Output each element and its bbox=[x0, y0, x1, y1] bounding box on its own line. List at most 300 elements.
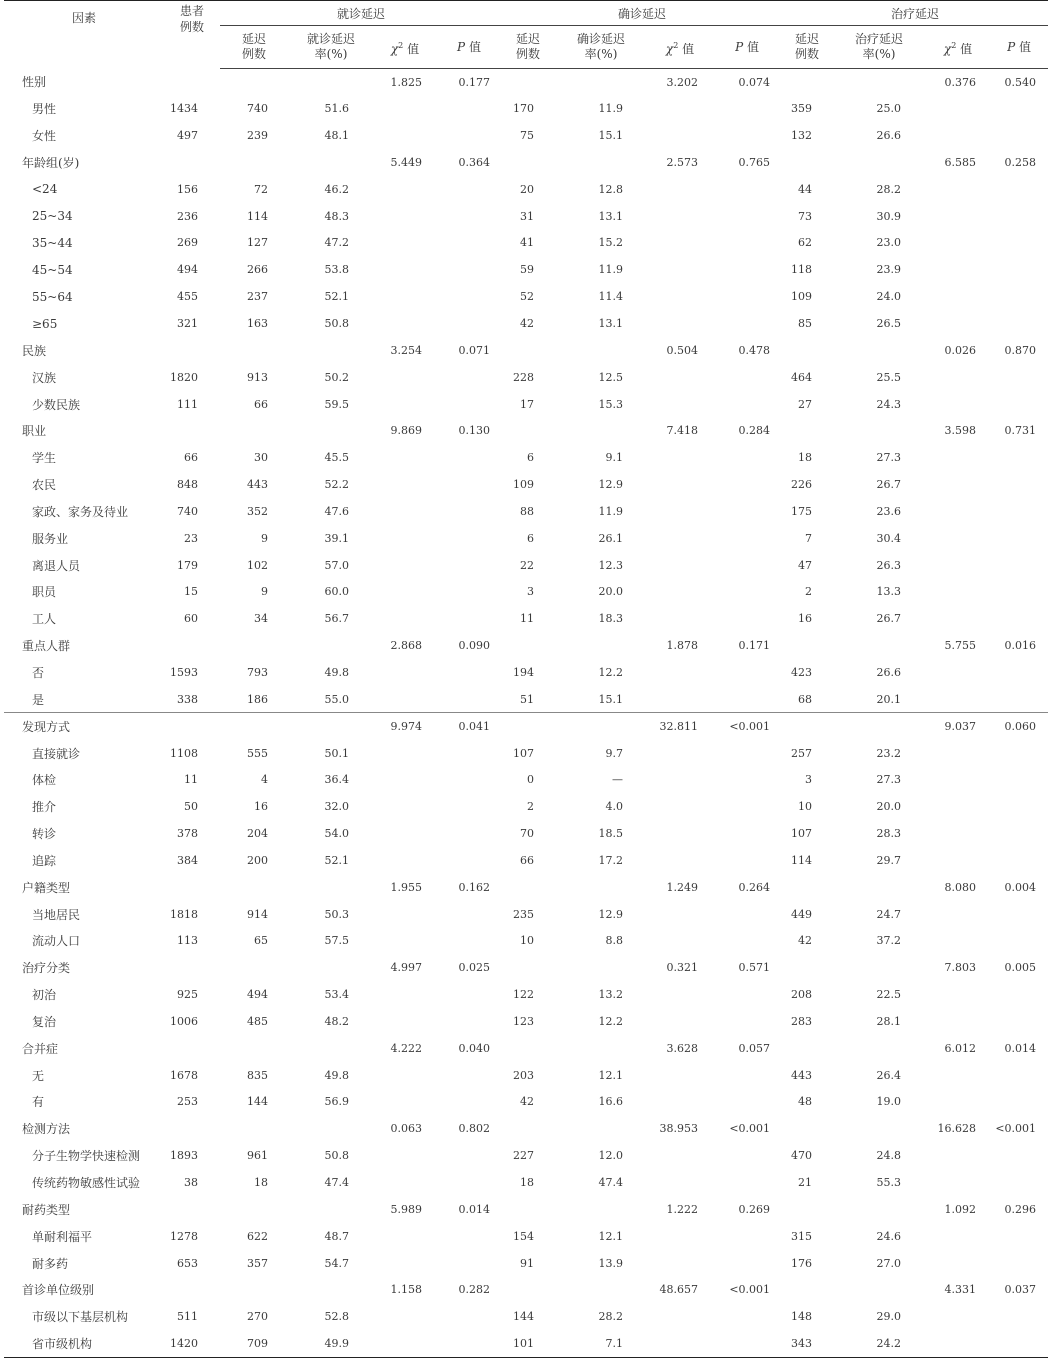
cell-t-p bbox=[990, 1062, 1048, 1089]
cell-v-p: 0.040 bbox=[458, 1041, 491, 1055]
cell-t-p bbox=[990, 283, 1048, 310]
cell-d-n bbox=[502, 954, 554, 981]
cell-n: 653 bbox=[177, 1256, 198, 1270]
factor-label: 治疗分类 bbox=[22, 961, 71, 976]
cell-t-r bbox=[832, 417, 926, 444]
cell-n: 15 bbox=[184, 585, 198, 599]
cell-v-n: 266 bbox=[247, 263, 268, 277]
cell-v-chi bbox=[374, 1223, 436, 1250]
cell-n: 1420 bbox=[164, 1330, 220, 1357]
cell-v-p: 0.282 bbox=[458, 1283, 491, 1297]
cell-n: 179 bbox=[177, 558, 198, 572]
cell-v-r: 52.1 bbox=[324, 290, 349, 304]
cell-v-p: 0.162 bbox=[458, 880, 491, 894]
cell-v-chi: 1.158 bbox=[390, 1283, 422, 1297]
cell-d-p bbox=[712, 552, 782, 579]
cell-t-r: 25.0 bbox=[876, 102, 902, 116]
cell-d-n: 123 bbox=[513, 1014, 535, 1028]
cell-t-r: 24.6 bbox=[876, 1229, 902, 1243]
cell-t-n: 62 bbox=[798, 236, 813, 250]
cell-t-p bbox=[990, 901, 1048, 928]
cell-t-p: 0.016 bbox=[1004, 639, 1037, 653]
cell-v-n: 9 bbox=[261, 531, 268, 545]
cell-d-n: 3 bbox=[527, 585, 535, 599]
cell-d-p bbox=[712, 444, 782, 471]
cell-t-r: 27.3 bbox=[876, 773, 902, 787]
cell-t-r: 23.6 bbox=[876, 504, 902, 518]
cell-d-n: 107 bbox=[513, 746, 535, 760]
cell-t-r: 23.2 bbox=[876, 746, 902, 760]
cell-d-n bbox=[502, 69, 554, 96]
cell-d-p bbox=[712, 659, 782, 686]
cell-t-n: 148 bbox=[791, 1310, 813, 1324]
cell-v-chi: 1.825 bbox=[390, 75, 422, 89]
factor-label: 民族 bbox=[22, 343, 47, 358]
cell-v-n: 34 bbox=[254, 612, 268, 626]
cell-n: 11 bbox=[184, 773, 198, 787]
category-label: 市级以下基层机构 bbox=[32, 1310, 129, 1325]
cell-d-r: 12.3 bbox=[598, 558, 624, 572]
cell-t-r: 24.0 bbox=[876, 290, 902, 304]
category-label: 追踪 bbox=[32, 853, 57, 868]
cell-d-p bbox=[712, 605, 782, 632]
cell-t-n: 107 bbox=[791, 827, 813, 841]
cell-d-r bbox=[554, 713, 648, 740]
cell-v-n: 9 bbox=[261, 585, 268, 599]
factor-label: 耐药类型 bbox=[22, 1202, 71, 1217]
cell-t-chi bbox=[926, 1142, 990, 1169]
factor-group-row bbox=[4, 149, 1048, 176]
cell-v-chi: 4.222 bbox=[390, 1041, 422, 1055]
diag-p-value-header: P 值 bbox=[712, 26, 782, 69]
cell-n: 50 bbox=[184, 800, 198, 814]
cell-d-p bbox=[712, 525, 782, 552]
cell-d-r: 12.9 bbox=[598, 478, 624, 492]
cell-t-p bbox=[990, 391, 1048, 418]
cell-t-chi bbox=[926, 391, 990, 418]
cell-v-r: 36.4 bbox=[324, 773, 349, 787]
cell-d-chi bbox=[648, 498, 712, 525]
cell-v-chi: 9.869 bbox=[390, 424, 422, 438]
table-row bbox=[4, 283, 1048, 310]
cell-t-p bbox=[990, 820, 1048, 847]
cell-t-r bbox=[832, 632, 926, 659]
cell-v-chi bbox=[374, 230, 436, 257]
cell-d-p bbox=[712, 391, 782, 418]
cell-v-r: 49.9 bbox=[288, 1330, 374, 1357]
cell-n: 60 bbox=[184, 612, 198, 626]
cell-t-chi: 6.585 bbox=[944, 155, 977, 169]
cell-v-n: 186 bbox=[247, 692, 268, 706]
category-label: 职员 bbox=[32, 585, 57, 600]
category-label: 转诊 bbox=[32, 827, 57, 842]
cell-n: 113 bbox=[177, 934, 198, 948]
cell-d-r: — bbox=[612, 773, 624, 787]
cell-d-r bbox=[554, 1196, 648, 1223]
factor-group-row bbox=[4, 1035, 1048, 1062]
cell-v-r: 45.5 bbox=[324, 451, 349, 465]
cell-n: 38 bbox=[184, 1176, 198, 1190]
cell-t-n bbox=[782, 1196, 832, 1223]
cell-n: 497 bbox=[177, 129, 198, 143]
cell-t-p: 0.005 bbox=[1004, 961, 1037, 975]
cell-t-p bbox=[990, 579, 1048, 606]
cell-d-n: 51 bbox=[520, 692, 535, 706]
cell-t-p bbox=[990, 364, 1048, 391]
cell-t-p: 0.540 bbox=[1004, 75, 1037, 89]
cell-d-n: 194 bbox=[513, 665, 535, 679]
cell-t-n: 10 bbox=[798, 800, 813, 814]
cell-t-n: 27 bbox=[798, 397, 813, 411]
factor-group-row bbox=[4, 417, 1048, 444]
cell-d-chi bbox=[648, 176, 712, 203]
cell-n bbox=[164, 69, 220, 96]
cell-v-p bbox=[436, 498, 502, 525]
cell-v-chi bbox=[374, 605, 436, 632]
cell-t-n: 44 bbox=[798, 182, 813, 196]
cell-d-n: 235 bbox=[513, 907, 535, 921]
cell-n: 1593 bbox=[170, 665, 198, 679]
factor-label: 合并症 bbox=[22, 1041, 59, 1056]
cell-v-chi bbox=[374, 659, 436, 686]
cell-v-p bbox=[436, 203, 502, 230]
category-label: 家政、家务及待业 bbox=[32, 504, 129, 519]
cell-d-r bbox=[554, 1276, 648, 1303]
cell-v-p bbox=[436, 1223, 502, 1250]
cell-t-r: 26.7 bbox=[876, 612, 902, 626]
cell-d-n bbox=[502, 1035, 554, 1062]
cell-v-r bbox=[288, 69, 374, 96]
cell-t-r: 26.6 bbox=[876, 665, 902, 679]
factor-group-row bbox=[4, 1276, 1048, 1303]
cell-t-chi bbox=[926, 1330, 990, 1357]
cell-t-chi bbox=[926, 1303, 990, 1330]
cell-t-n: 132 bbox=[791, 129, 813, 143]
cell-v-chi bbox=[374, 444, 436, 471]
table-row bbox=[4, 364, 1048, 391]
factor-group-row bbox=[4, 69, 1048, 96]
cell-t-n: 343 bbox=[782, 1330, 832, 1357]
cell-t-chi: 7.803 bbox=[944, 961, 977, 975]
cell-t-r: 24.3 bbox=[876, 397, 902, 411]
category-label: 推介 bbox=[32, 800, 57, 815]
table-row bbox=[4, 901, 1048, 928]
cell-t-chi bbox=[926, 1089, 990, 1116]
category-label: 25~34 bbox=[32, 209, 73, 224]
cell-t-p: 0.731 bbox=[1004, 424, 1037, 438]
cell-t-n bbox=[782, 632, 832, 659]
cell-d-p bbox=[712, 203, 782, 230]
cell-t-n: 470 bbox=[791, 1149, 813, 1163]
cell-t-p bbox=[990, 1169, 1048, 1196]
cell-v-n bbox=[220, 632, 288, 659]
cell-t-chi bbox=[926, 981, 990, 1008]
cell-t-r: 20.0 bbox=[876, 800, 902, 814]
cell-d-chi bbox=[648, 552, 712, 579]
cell-d-n: 228 bbox=[513, 370, 535, 384]
cell-d-chi bbox=[648, 256, 712, 283]
cell-d-chi bbox=[648, 1142, 712, 1169]
treat-chi-square-header: $\chi^2$ 值 bbox=[926, 26, 990, 69]
cell-t-r: 25.5 bbox=[876, 370, 902, 384]
cell-d-n bbox=[502, 874, 554, 901]
cell-t-chi: 9.037 bbox=[926, 713, 990, 740]
cell-v-chi bbox=[374, 1089, 436, 1116]
table-row bbox=[4, 203, 1048, 230]
factor-label: 年龄组(岁) bbox=[22, 155, 80, 170]
cell-t-chi: 4.331 bbox=[944, 1283, 977, 1297]
cell-v-r: 47.2 bbox=[324, 236, 349, 250]
cell-d-chi bbox=[648, 766, 712, 793]
cell-t-r: 24.8 bbox=[876, 1149, 902, 1163]
category-label: 当地居民 bbox=[32, 907, 81, 922]
cell-t-n bbox=[782, 1276, 832, 1303]
cell-t-p bbox=[990, 659, 1048, 686]
cell-v-p bbox=[436, 95, 502, 122]
cell-d-p bbox=[712, 95, 782, 122]
cell-v-n: 204 bbox=[247, 827, 268, 841]
cell-n bbox=[164, 1035, 220, 1062]
cell-v-r: 39.1 bbox=[324, 531, 349, 545]
cell-v-r bbox=[288, 1276, 374, 1303]
cell-t-p: 0.060 bbox=[990, 713, 1048, 740]
cell-t-p: 0.004 bbox=[1004, 880, 1037, 894]
cell-n: 494 bbox=[177, 263, 198, 277]
cell-t-r: 23.9 bbox=[876, 263, 902, 277]
diag-chi-square-header: $\chi^2$ 值 bbox=[648, 26, 712, 69]
table-row bbox=[4, 391, 1048, 418]
factor-group-row bbox=[4, 713, 1048, 740]
category-label: 耐多药 bbox=[32, 1256, 69, 1271]
cell-d-p bbox=[712, 122, 782, 149]
cell-t-r: 26.5 bbox=[876, 317, 902, 331]
factor-group-row bbox=[4, 337, 1048, 364]
diag-delay-rate-header: 确诊延迟 率(%) bbox=[554, 26, 648, 69]
cell-n bbox=[164, 1196, 220, 1223]
cell-v-n bbox=[220, 1196, 288, 1223]
visit-delay-rate-header: 就诊延迟 率(%) bbox=[288, 26, 374, 69]
cell-v-chi bbox=[374, 1330, 436, 1357]
cell-d-r: 12.2 bbox=[598, 1014, 624, 1028]
cell-t-chi bbox=[926, 256, 990, 283]
cell-v-r: 48.1 bbox=[324, 129, 349, 143]
cell-v-chi bbox=[374, 579, 436, 606]
cell-v-p bbox=[436, 230, 502, 257]
cell-v-p bbox=[436, 605, 502, 632]
table-row bbox=[4, 1089, 1048, 1116]
cell-d-n: 41 bbox=[520, 236, 535, 250]
cell-t-n: 16 bbox=[798, 612, 813, 626]
cell-d-chi bbox=[648, 391, 712, 418]
table-row bbox=[4, 1223, 1048, 1250]
cell-d-n: 0 bbox=[527, 773, 535, 787]
cell-v-chi bbox=[374, 766, 436, 793]
visit-p-value-header: P 值 bbox=[436, 26, 502, 69]
cell-d-p bbox=[712, 176, 782, 203]
cell-d-chi bbox=[648, 820, 712, 847]
cell-t-p: 0.014 bbox=[1004, 1041, 1037, 1055]
table-row bbox=[4, 498, 1048, 525]
cell-n bbox=[164, 954, 220, 981]
cell-d-p bbox=[712, 364, 782, 391]
cell-n bbox=[164, 1276, 220, 1303]
factor-group-row bbox=[4, 1115, 1048, 1142]
cell-t-r bbox=[832, 874, 926, 901]
cell-n: 236 bbox=[177, 209, 198, 223]
category-label: 农民 bbox=[32, 478, 57, 493]
cell-v-chi bbox=[374, 498, 436, 525]
cell-v-chi bbox=[374, 686, 436, 713]
cell-t-n: 18 bbox=[798, 451, 813, 465]
cell-v-p: 0.025 bbox=[458, 961, 491, 975]
cell-n: 384 bbox=[177, 853, 198, 867]
cell-d-chi: 48.657 bbox=[659, 1283, 699, 1297]
cell-v-n: 485 bbox=[247, 1014, 268, 1028]
cell-d-p bbox=[712, 1008, 782, 1035]
cell-v-r: 52.8 bbox=[324, 1310, 349, 1324]
cell-n bbox=[164, 1115, 220, 1142]
cell-d-chi: 1.249 bbox=[666, 880, 699, 894]
cell-v-r: 55.0 bbox=[324, 692, 349, 706]
cell-v-chi bbox=[374, 95, 436, 122]
cell-d-r bbox=[554, 1115, 648, 1142]
cell-v-p bbox=[436, 740, 502, 767]
cell-v-p bbox=[436, 686, 502, 713]
cell-v-chi bbox=[374, 176, 436, 203]
cell-d-chi: 7.418 bbox=[666, 424, 699, 438]
cell-t-r: 37.2 bbox=[876, 934, 902, 948]
cell-t-r: 26.3 bbox=[876, 558, 902, 572]
cell-v-p: 0.014 bbox=[458, 1202, 491, 1216]
cell-v-n: 961 bbox=[247, 1149, 268, 1163]
cell-v-chi bbox=[374, 740, 436, 767]
cell-v-r bbox=[288, 1035, 374, 1062]
cell-t-p bbox=[990, 981, 1048, 1008]
cell-v-p: 0.041 bbox=[436, 713, 502, 740]
cell-d-r: 11.9 bbox=[598, 263, 624, 277]
cell-v-n: 357 bbox=[247, 1256, 268, 1270]
cell-d-chi bbox=[648, 579, 712, 606]
factor-group-row bbox=[4, 954, 1048, 981]
cell-v-r: 48.3 bbox=[324, 209, 349, 223]
cell-d-r: 13.2 bbox=[598, 988, 624, 1002]
factor-header: 因素 bbox=[71, 11, 96, 25]
cell-t-p bbox=[990, 310, 1048, 337]
cell-v-n: 114 bbox=[247, 209, 268, 223]
cell-v-p bbox=[436, 1169, 502, 1196]
cell-d-r bbox=[554, 69, 648, 96]
cell-v-n bbox=[220, 1276, 288, 1303]
category-label: 省市级机构 bbox=[4, 1330, 164, 1357]
cell-v-chi bbox=[374, 310, 436, 337]
cell-v-n: 622 bbox=[247, 1229, 268, 1243]
cell-v-chi bbox=[374, 1250, 436, 1277]
cell-v-n: 709 bbox=[220, 1330, 288, 1357]
cell-v-chi: 3.254 bbox=[390, 343, 422, 357]
cell-n: 66 bbox=[184, 451, 198, 465]
cell-v-p bbox=[436, 1303, 502, 1330]
cell-v-n bbox=[220, 149, 288, 176]
cell-t-p bbox=[990, 1250, 1048, 1277]
cell-t-r bbox=[832, 713, 926, 740]
cell-d-n: 17 bbox=[520, 397, 535, 411]
cell-d-p bbox=[712, 740, 782, 767]
cell-v-p bbox=[436, 552, 502, 579]
cell-t-p bbox=[990, 740, 1048, 767]
cell-v-n: 200 bbox=[247, 853, 268, 867]
cell-d-chi bbox=[648, 471, 712, 498]
cell-n bbox=[164, 632, 220, 659]
cell-d-r: 12.0 bbox=[598, 1149, 624, 1163]
cell-n bbox=[164, 417, 220, 444]
cell-v-p bbox=[436, 471, 502, 498]
cell-d-r: 28.2 bbox=[598, 1310, 624, 1324]
cell-t-n: 315 bbox=[791, 1229, 813, 1243]
cell-t-r bbox=[832, 69, 926, 96]
cell-t-p bbox=[990, 928, 1048, 955]
category-label: 分子生物学快速检测 bbox=[32, 1149, 141, 1164]
cell-d-n: 6 bbox=[527, 451, 535, 465]
cell-d-n: 75 bbox=[520, 129, 535, 143]
cell-v-chi: 2.868 bbox=[390, 639, 422, 653]
cell-d-chi bbox=[648, 605, 712, 632]
cell-v-r: 54.0 bbox=[324, 827, 349, 841]
cell-d-p bbox=[712, 820, 782, 847]
cell-v-p bbox=[436, 1250, 502, 1277]
cell-v-p bbox=[436, 1142, 502, 1169]
cell-d-n: 154 bbox=[513, 1229, 535, 1243]
cell-d-chi bbox=[648, 740, 712, 767]
table-row bbox=[4, 820, 1048, 847]
cell-t-chi bbox=[926, 766, 990, 793]
table-row bbox=[4, 928, 1048, 955]
cell-d-n bbox=[502, 1115, 554, 1142]
cell-t-chi: 8.080 bbox=[944, 880, 977, 894]
cell-t-chi bbox=[926, 444, 990, 471]
cell-d-p bbox=[712, 310, 782, 337]
cell-v-n: 740 bbox=[247, 102, 268, 116]
cell-d-chi bbox=[648, 95, 712, 122]
cell-n: 1434 bbox=[170, 102, 198, 116]
cell-d-p bbox=[712, 793, 782, 820]
factor-group-row bbox=[4, 632, 1048, 659]
cell-t-chi bbox=[926, 552, 990, 579]
cell-v-r: 47.4 bbox=[324, 1176, 349, 1190]
category-label: 服务业 bbox=[32, 531, 69, 546]
category-label: 学生 bbox=[32, 451, 57, 466]
cell-t-chi bbox=[926, 820, 990, 847]
cell-t-p bbox=[990, 1303, 1048, 1330]
factor-label: 重点人群 bbox=[22, 639, 71, 654]
cell-t-chi bbox=[926, 471, 990, 498]
cell-d-r: 13.1 bbox=[598, 209, 624, 223]
cell-t-r: 26.7 bbox=[876, 478, 902, 492]
cell-t-p bbox=[990, 847, 1048, 874]
cell-d-chi bbox=[648, 310, 712, 337]
cell-n bbox=[164, 337, 220, 364]
cell-d-p bbox=[712, 1223, 782, 1250]
cell-v-chi bbox=[374, 525, 436, 552]
cell-t-n: 226 bbox=[791, 478, 813, 492]
cell-t-r bbox=[832, 1115, 926, 1142]
cell-d-n: 18 bbox=[520, 1176, 535, 1190]
cell-d-r: 47.4 bbox=[598, 1176, 624, 1190]
table-row bbox=[4, 659, 1048, 686]
category-label: <24 bbox=[32, 182, 58, 197]
cell-v-p bbox=[436, 1089, 502, 1116]
cell-d-r: 15.3 bbox=[598, 397, 624, 411]
patients-header: 患者 例数 bbox=[179, 4, 204, 34]
